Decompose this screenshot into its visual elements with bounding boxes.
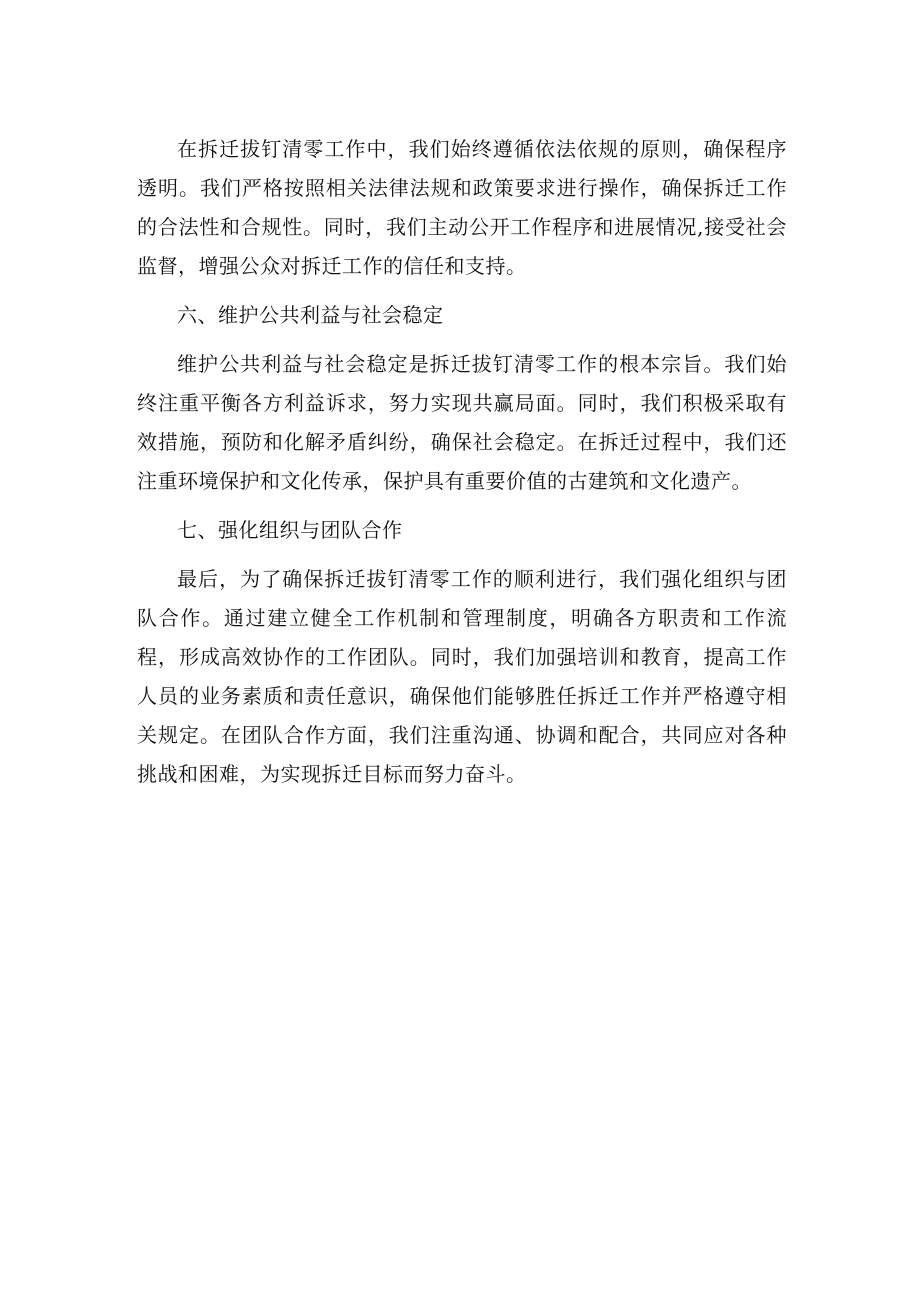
paragraph-teamwork: 最后，为了确保拆迁拔钉清零工作的顺利进行，我们强化组织与团队合作。通过建立健全工作机制和管理制度，明确各方职责和工作流程，形成高效协作的工作团队。同时，我们加强培训和教育，提高工作人员的业务素质和责任意识，确保他们能够胜任拆迁工作并严格遵守相关规定。在团队合作方面，我们注重沟通、协调和配合，共同应对各种挑战和困难，为实现拆迁目标而努力奋斗。 [137,567,787,786]
section-heading-6: 六、维护公共利益与社会稳定 [177,303,444,327]
section-heading-7: 七、强化组织与团队合作 [177,518,403,542]
document-body [137,130,787,804]
paragraph-public-interest: 维护公共利益与社会稳定是拆迁拔钉清零工作的根本宗旨。我们始终注重平衡各方利益诉求，努力实现共赢局面。同时，我们积极采取有效措施，预防和化解矛盾纠纷，确保社会稳定。在拆迁过程中，我们还注重环境保护和文化传承，保护具有重要价值的古建筑和文化遗产。 [137,352,787,493]
paragraph-legal-compliance: 在拆迁拔钉清零工作中，我们始终遵循依法依规的原则，确保程序透明。我们严格按照相关法律法规和政策要求进行操作，确保拆迁工作的合法性和合规性。同时，我们主动公开工作程序和进展情况,接受社会监督，增强公众对拆迁工作的信任和支持。 [137,137,787,278]
